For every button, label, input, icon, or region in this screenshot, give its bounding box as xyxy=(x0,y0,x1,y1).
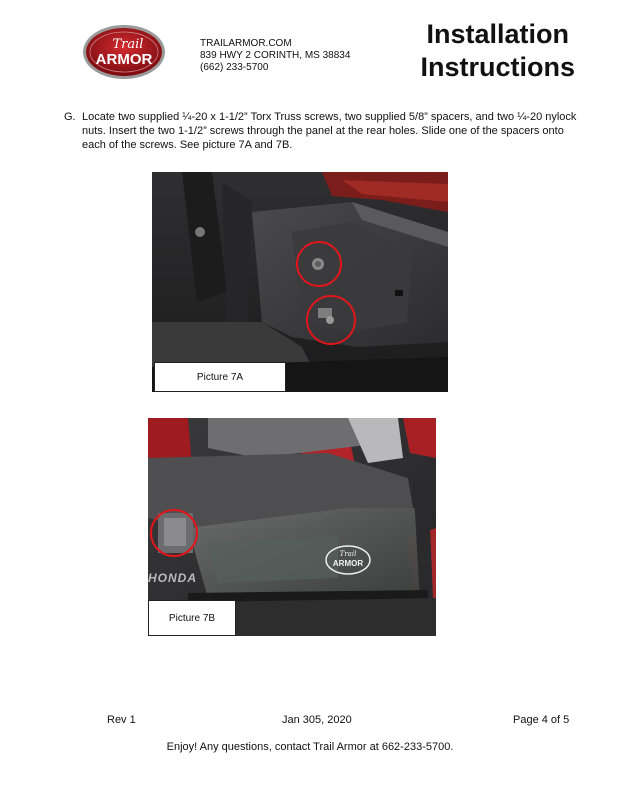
footer-page: Page 4 of 5 xyxy=(513,714,570,726)
caption-picture-7a: Picture 7A xyxy=(154,362,286,392)
step-letter: G. xyxy=(64,111,76,123)
step-text: Locate two supplied ¼-20 x 1-1/2” Torx Truss screws, two supplied 5/8” spacers, and two ¼-20 nylock nuts. Insert the two 1-1/2” screws through the panel at the rear holes. Slide one of the spacers onto each of the screws. See picture 7A and 7B. xyxy=(82,111,577,151)
side-lettering-honda: HONDA xyxy=(148,571,197,585)
badge-text-armor: ARMOR xyxy=(332,559,364,568)
title-line-2: Instructions xyxy=(420,52,575,82)
footer-rev: Rev 1 xyxy=(107,714,136,726)
trail-armor-logo xyxy=(82,24,166,80)
logo-text-armor: ARMOR xyxy=(95,51,153,68)
footer-date: Jan 305, 2020 xyxy=(282,714,352,726)
step-g xyxy=(64,110,584,152)
picture-7a xyxy=(152,172,448,392)
footer-contact: Enjoy! Any questions, contact Trail Armor at 662-233-5700. xyxy=(166,741,454,753)
picture-7b xyxy=(148,418,436,636)
company-url: TRAILARMOR.COM xyxy=(200,38,292,49)
company-phone: (662) 233-5700 xyxy=(200,62,269,73)
company-info xyxy=(200,38,350,74)
company-address: 839 HWY 2 CORINTH, MS 38834 xyxy=(200,50,351,61)
logo-text-trail: Trail xyxy=(112,37,144,52)
caption-picture-7b: Picture 7B xyxy=(148,600,236,636)
page-title xyxy=(420,18,575,84)
title-line-1: Installation xyxy=(426,19,569,49)
badge-text-trail: Trail xyxy=(339,550,357,558)
